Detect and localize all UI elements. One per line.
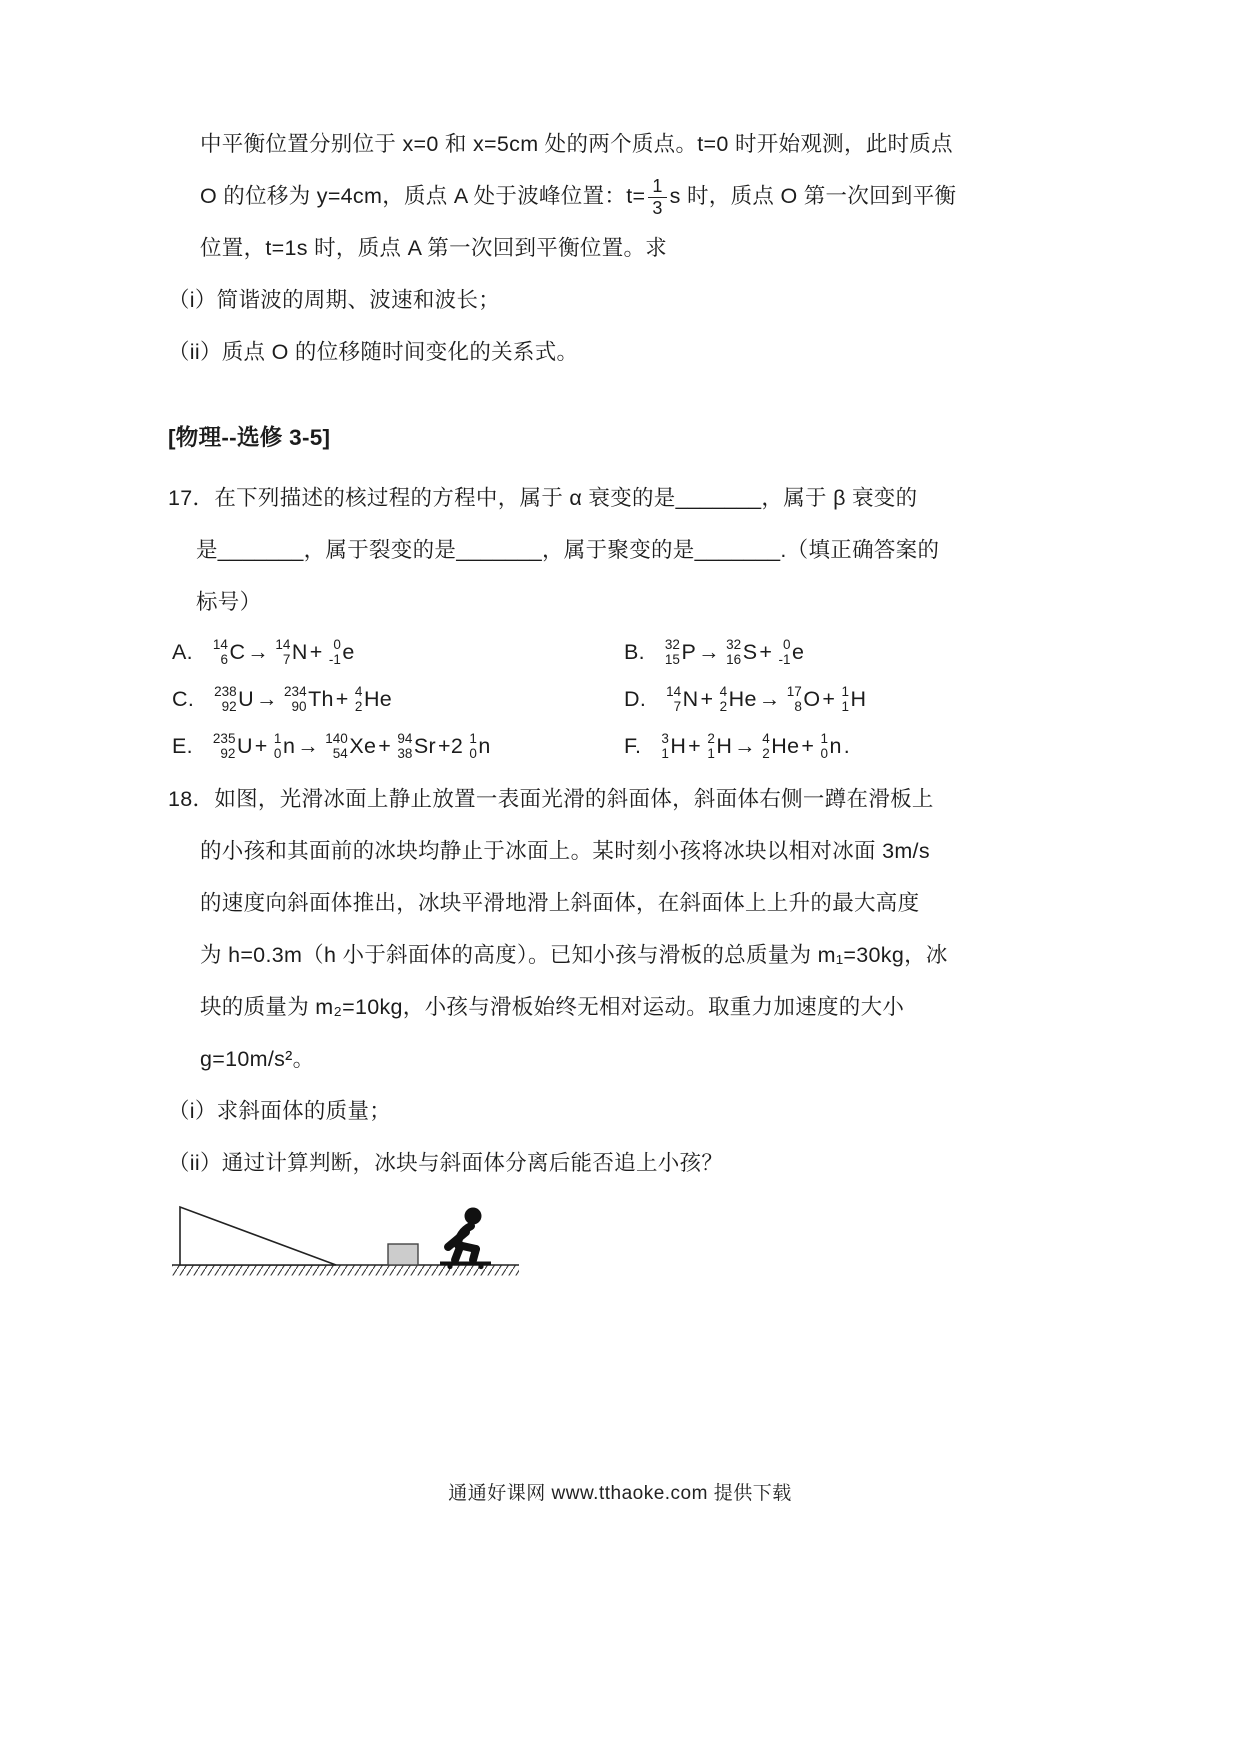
option-label: E. <box>172 734 193 759</box>
page-footer: 通通好课网 www.tthaoke.com 提供下载 <box>448 1483 792 1504</box>
option-F <box>624 732 1078 761</box>
wave-line-2 <box>200 170 1078 222</box>
q17-options <box>172 638 1078 761</box>
nuclide: 94 38 Sr <box>397 731 436 761</box>
inclined-plane <box>180 1207 336 1265</box>
option-label: A. <box>172 640 193 665</box>
option-label: C. <box>172 687 195 712</box>
option-C <box>172 685 624 714</box>
q17-line-1: 17．在下列描述的核过程的方程中，属于 α 衰变的是_______，属于 β 衰变的 <box>168 486 918 510</box>
nuclide: 4 2 He <box>719 684 757 714</box>
nuclide: 238 92 U <box>214 684 254 714</box>
q17-line-2: 是_______，属于裂变的是_______，属于聚变的是_______.（填正确答案的 <box>196 538 940 562</box>
wave-problem <box>168 118 1078 378</box>
wave-line-1: 中平衡位置分别位于 x=0 和 x=5cm 处的两个质点。t=0 时开始观测，此时质点 <box>200 132 953 156</box>
nuclear-equation: 14 6 C → 14 7 N + 0 -1 e <box>212 637 355 667</box>
fraction-denominator: 3 <box>652 197 663 218</box>
question-17 <box>168 472 1078 761</box>
question-18 <box>168 773 1078 1293</box>
wave-line-2-post: s 时，质点 O 第一次回到平衡 <box>669 184 957 208</box>
nuclide: 14 7 N <box>666 684 699 714</box>
option-B <box>624 638 1078 667</box>
option-label: B. <box>624 640 645 665</box>
nuclide: 14 7 N <box>275 637 308 667</box>
nuclide: 235 92 U <box>212 731 253 761</box>
q18-text <box>168 773 1078 1085</box>
option-E <box>172 732 624 761</box>
nuclide: 17 8 O <box>786 684 821 714</box>
nuclide: 1 0 n <box>469 731 491 761</box>
nuclide: 1 0 n <box>273 731 296 761</box>
nuclide: 32 16 S <box>726 637 758 667</box>
q18-line-4: 为 h=0.3m（h 小于斜面体的高度）。已知小孩与滑板的总质量为 m₁=30kg，冰 <box>200 943 948 968</box>
q17-line-3: 标号） <box>196 590 262 614</box>
nuclear-equation: 235 92 U + 1 0 n → 140 54 Xe + 94 38 Sr +2 1 0 n <box>212 731 491 761</box>
incline-figure-svg <box>170 1203 530 1287</box>
q18-item-ii: （ii）通过计算判断，冰块与斜面体分离后能否追上小孩？ <box>168 1151 724 1176</box>
q18-item-i: （i）求斜面体的质量； <box>168 1099 392 1124</box>
q18-line-1: 18．如图，光滑冰面上静止放置一表面光滑的斜面体，斜面体右侧一蹲在滑板上 <box>168 787 934 812</box>
nuclide: 0 -1 e <box>778 637 805 667</box>
nuclide: 1 0 n <box>820 731 842 761</box>
q18-line-6: g=10m/s²。 <box>200 1047 315 1072</box>
wave-item-ii: （ii）质点 O 的位移随时间变化的关系式。 <box>168 340 579 364</box>
q18-figure <box>170 1203 1078 1293</box>
fraction-numerator: 1 <box>648 176 666 198</box>
section-header: [物理--选修 3-5] <box>168 425 331 450</box>
nuclear-equation: 32 15 P → 32 16 S + 0 -1 e <box>664 637 805 667</box>
nuclide: 1 1 H <box>841 684 867 714</box>
wave-line-2-pre: O 的位移为 y=4cm，质点 A 处于波峰位置：t= <box>200 184 646 208</box>
nuclide: 140 54 Xe <box>325 731 377 761</box>
nuclear-equation: 3 1 H + 2 1 H → 4 2 He + 1 0 n . <box>661 731 851 761</box>
q18-line-5: 块的质量为 m₂=10kg，小孩与滑板始终无相对运动。取重力加速度的大小 <box>200 995 905 1020</box>
nuclide: 32 15 P <box>664 637 697 667</box>
nuclide: 14 6 C <box>212 637 246 667</box>
option-A <box>172 638 624 667</box>
option-label: D. <box>624 687 647 712</box>
nuclide: 4 2 He <box>354 684 393 714</box>
ground-hatching <box>172 1266 519 1276</box>
nuclide: 2 1 H <box>707 731 733 761</box>
nuclear-equation: 238 92 U → 234 90 Th + 4 2 He <box>214 684 393 714</box>
fraction-one-third <box>648 176 666 218</box>
nuclide: 4 2 He <box>762 731 800 761</box>
nuclear-equation: 14 7 N + 4 2 He → 17 8 O + 1 1 H <box>666 684 867 714</box>
wave-item-i: （i）简谐波的周期、波速和波长； <box>168 288 501 312</box>
nuclide: 0 -1 e <box>328 637 355 667</box>
nuclide: 234 90 Th <box>284 684 334 714</box>
option-D <box>624 685 1078 714</box>
q18-line-3: 的速度向斜面体推出，冰块平滑地滑上斜面体，在斜面体上上升的最大高度 <box>200 891 920 916</box>
q18-line-2: 的小孩和其面前的冰块均静止于冰面上。某时刻小孩将冰块以相对冰面 3m/s <box>200 839 930 864</box>
wave-line-3: 位置，t=1s 时，质点 A 第一次回到平衡位置。求 <box>200 236 668 260</box>
nuclide: 3 1 H <box>661 731 687 761</box>
child-figure <box>440 1208 491 1270</box>
option-label: F. <box>624 734 642 759</box>
ice-block <box>388 1244 418 1265</box>
document-content <box>168 118 1078 1293</box>
